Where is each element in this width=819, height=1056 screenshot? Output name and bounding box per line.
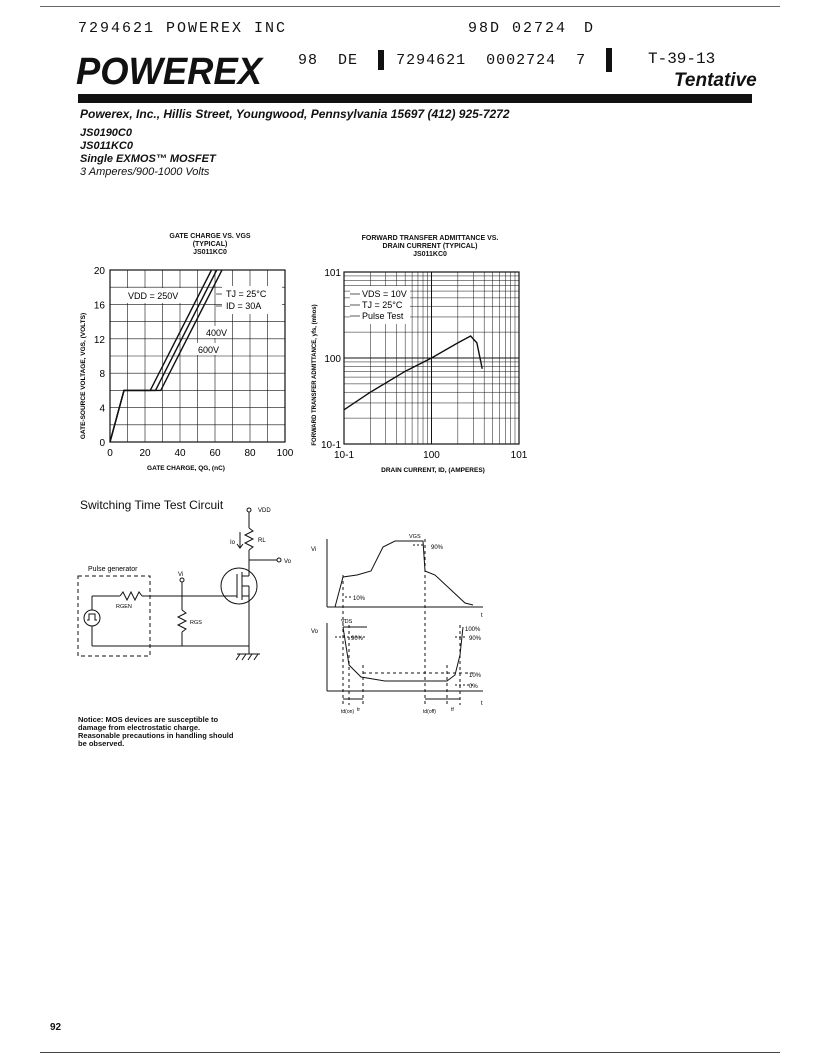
label-90pct: 90% bbox=[469, 636, 482, 642]
code-part: DE bbox=[338, 51, 359, 69]
label-100pct: 100% bbox=[465, 627, 481, 633]
transfer-admittance-chart bbox=[308, 262, 533, 477]
chart1-annotation: ID = 30A bbox=[226, 301, 262, 311]
switching-test-circuit bbox=[72, 500, 292, 670]
notice-line: Notice: MOS devices are susceptible to bbox=[78, 715, 219, 724]
series-line bbox=[344, 336, 482, 410]
gate-charge-chart bbox=[76, 262, 296, 477]
code-part: 7294621 bbox=[396, 51, 467, 69]
x-tick-label: 0 bbox=[107, 448, 113, 459]
label-90pct: 90% bbox=[431, 545, 444, 551]
y-tick-label: 20 bbox=[93, 266, 105, 277]
time-axis-label: t bbox=[481, 701, 483, 707]
vo-label: Vo bbox=[284, 559, 292, 565]
vi-axis-label: Vi bbox=[311, 547, 317, 553]
vi-label: Vi bbox=[178, 572, 184, 578]
y-tick-label: 0 bbox=[99, 438, 105, 449]
logo-text: POWEREX bbox=[76, 51, 264, 90]
rgen-label: RGEN bbox=[116, 604, 132, 610]
rgs-label: RGS bbox=[190, 620, 202, 626]
company-address: Powerex, Inc., Hillis Street, Youngwood, Pennsylvania 15697 (412) 925-7272 bbox=[80, 107, 510, 121]
td-on-label: td(on) bbox=[341, 709, 355, 715]
td-off-label: td(off) bbox=[423, 709, 436, 715]
chart2-title-block bbox=[330, 235, 530, 259]
header-code-line bbox=[298, 48, 622, 72]
top-rule bbox=[40, 6, 780, 7]
chart2-annotation: VDS = 10V bbox=[362, 289, 407, 299]
code-bar-mark bbox=[606, 48, 612, 72]
status-tentative: Tentative bbox=[674, 70, 757, 91]
chart1-annotation: VDD = 250V bbox=[128, 291, 179, 301]
x-tick-label: 80 bbox=[244, 448, 256, 459]
y-tick-label: 16 bbox=[93, 300, 105, 312]
time-axis-label: t bbox=[481, 613, 483, 619]
header-rule bbox=[78, 94, 752, 103]
chart2-annotation: Pulse Test bbox=[362, 311, 404, 321]
notice-line: be observed. bbox=[78, 739, 125, 748]
x-tick-label: 60 bbox=[209, 448, 221, 459]
x-tick-label: 10-1 bbox=[333, 450, 355, 461]
chart2-lines bbox=[344, 336, 482, 410]
chart2-annotation: TJ = 25°C bbox=[362, 300, 403, 310]
chart1-ylabel: GATE-SOURCE VOLTAGE, VGS, (VOLTS) bbox=[80, 312, 87, 440]
y-tick-label: 4 bbox=[99, 403, 105, 415]
chart2-subtitle: DRAIN CURRENT (TYPICAL) bbox=[382, 243, 478, 250]
pulse-generator-label: Pulse generator bbox=[88, 566, 138, 573]
label-10pct: 10% bbox=[469, 673, 482, 679]
chart2-xlabel: DRAIN CURRENT, ID, (AMPERES) bbox=[381, 467, 485, 474]
code-part: 98 bbox=[298, 51, 319, 69]
notice-line: damage from electrostatic charge. bbox=[78, 723, 201, 732]
page-number: 92 bbox=[50, 1022, 62, 1033]
notice-line: Reasonable precautions in handling should bbox=[78, 731, 234, 740]
tf-label: tf bbox=[451, 707, 454, 713]
chart2-title: FORWARD TRANSFER ADMITTANCE VS. bbox=[361, 235, 499, 242]
product-rating: 3 Amperes/900-1000 Volts bbox=[80, 166, 210, 178]
vgs-label: VGS bbox=[409, 534, 421, 540]
switching-waveforms bbox=[305, 525, 510, 715]
powerex-logo bbox=[74, 50, 264, 95]
product-type: Single EXMOS™ MOSFET bbox=[80, 153, 216, 165]
part-number-1: JS0190C0 bbox=[80, 127, 132, 139]
vdd-label: VDD bbox=[258, 508, 271, 514]
label-10pct: 10% bbox=[353, 596, 366, 602]
doc-ref: T-39-13 bbox=[648, 50, 716, 68]
vdd-terminal bbox=[247, 508, 251, 512]
label-0pct: 0% bbox=[469, 684, 478, 690]
chart1-subtitle: (TYPICAL) bbox=[192, 241, 228, 248]
code-part: 0002724 bbox=[486, 51, 557, 69]
rgen-resistor bbox=[120, 592, 142, 600]
tr-label: tr bbox=[357, 707, 361, 713]
x-tick-label: 100 bbox=[276, 448, 294, 459]
label-90pct: 90% bbox=[351, 636, 364, 642]
y-tick-label: 100 bbox=[324, 354, 341, 365]
y-tick-label: 8 bbox=[99, 369, 105, 381]
header-doc-code: 98D 02724 bbox=[468, 20, 568, 37]
chart1-annotation: 600V bbox=[198, 345, 220, 355]
mosfet-symbol bbox=[221, 568, 257, 604]
chart1-title: GATE CHARGE VS. VGS bbox=[169, 233, 251, 240]
chart2-ylabel: FORWARD TRANSFER ADMITTANCE, yfs, (mhos) bbox=[312, 304, 318, 446]
x-tick-label: 20 bbox=[139, 448, 151, 459]
y-tick-label: 101 bbox=[324, 268, 341, 279]
y-tick-label: 12 bbox=[93, 334, 105, 346]
rgs-resistor bbox=[178, 610, 186, 632]
pulse-source-symbol bbox=[84, 610, 100, 626]
code-part: 7 bbox=[576, 51, 587, 69]
vo-axis-label: Vo bbox=[311, 629, 319, 635]
chart1-annotation: 400V bbox=[206, 328, 228, 338]
part-number-2: JS011KC0 bbox=[80, 140, 133, 152]
chart1-xlabel: GATE CHARGE, QG, (nC) bbox=[147, 465, 225, 472]
vds-label: VDS bbox=[341, 619, 353, 625]
bottom-rule bbox=[40, 1052, 780, 1053]
chart2-part: JS011KC0 bbox=[413, 251, 447, 258]
io-label: Io bbox=[230, 540, 236, 546]
chart1-title-block bbox=[130, 233, 290, 257]
esd-notice bbox=[78, 716, 233, 748]
header-letter: D bbox=[584, 20, 594, 37]
header-company-code: 7294621 POWEREX INC bbox=[78, 20, 288, 37]
switching-circuit-title: Switching Time Test Circuit bbox=[80, 498, 224, 512]
chart1-annotation: TJ = 25°C bbox=[226, 289, 267, 299]
chart1-part: JS011KC0 bbox=[193, 249, 227, 256]
x-tick-label: 40 bbox=[174, 448, 186, 459]
x-tick-label: 100 bbox=[423, 450, 440, 461]
rl-resistor bbox=[245, 528, 253, 550]
code-bar-mark bbox=[378, 50, 384, 70]
x-tick-label: 101 bbox=[510, 450, 528, 461]
y-tick-label: 10-1 bbox=[320, 440, 341, 451]
rl-label: RL bbox=[258, 538, 266, 544]
